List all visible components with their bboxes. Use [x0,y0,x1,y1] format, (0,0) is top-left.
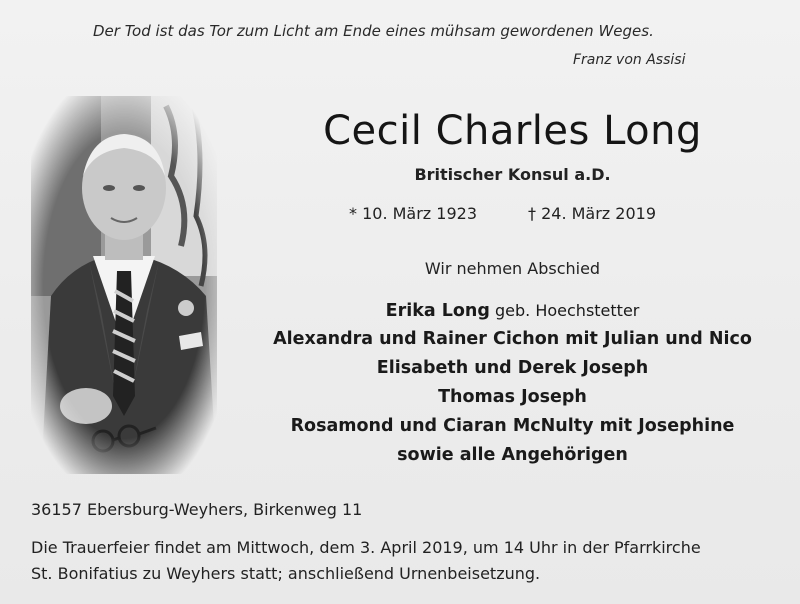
family-address: 36157 Ebersburg-Weyhers, Birkenweg 11 [31,500,363,519]
portrait-photo [31,96,217,474]
service-line-1: Die Trauerfeier findet am Mittwoch, dem 3. April 2019, um 14 Uhr in der Pfarrkirche [31,538,701,557]
deceased-title: Britischer Konsul a.D. [414,165,611,184]
mourner-line: Thomas Joseph [438,387,587,407]
mourner-line: Elisabeth und Derek Joseph [376,358,649,378]
portrait-illustration [31,96,217,474]
mourners-list [225,296,800,470]
mourner-line: Rosamond und Ciaran McNulty mit Josephine [290,416,735,436]
mourner-line: sowie alle Angehörigen [397,445,628,465]
death-date: † 24. März 2019 [528,204,657,223]
farewell-line: Wir nehmen Abschied [424,259,601,278]
quote-author: Franz von Assisi [573,52,686,68]
service-line-2: St. Bonifatius zu Weyhers statt; anschließend Urnenbeisetzung. [31,564,541,583]
deceased-name: Cecil Charles Long [323,108,702,154]
birth-date: * 10. März 1923 [349,204,478,223]
funeral-service-info [31,535,791,587]
quote-text: Der Tod ist das Tor zum Licht am Ende eines mühsam gewordenen Weges. [93,22,654,40]
mourner-line: Erika Long geb. Hoechstetter [385,301,640,321]
mourner-line: Alexandra und Rainer Cichon mit Julian und Nico [273,329,752,349]
